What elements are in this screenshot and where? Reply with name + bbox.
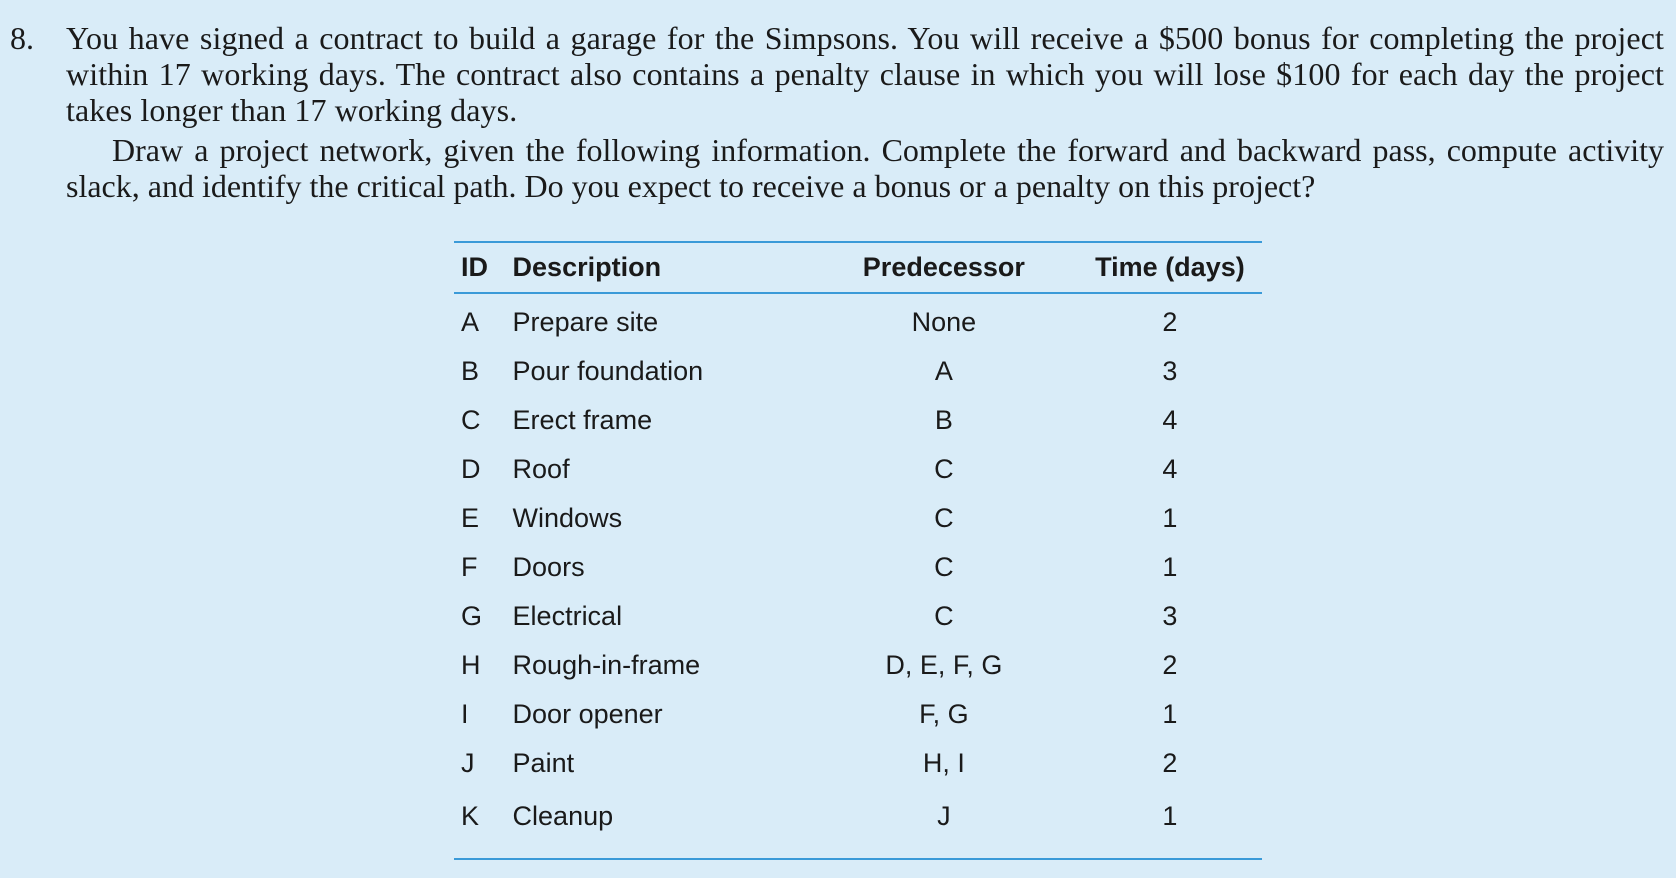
table-row (454, 739, 1262, 788)
table-row (454, 347, 1262, 396)
cell-description: Rough-in-frame (512, 650, 701, 680)
cell-id: K (461, 800, 480, 831)
cell-time: 1 (1162, 699, 1178, 729)
cell-description: Windows (512, 503, 623, 533)
cell-time: 4 (1162, 405, 1178, 435)
table-row (454, 293, 1262, 347)
problem-number: 8. (10, 20, 34, 56)
cell-predecessor: B (934, 405, 953, 435)
cell-predecessor: C (934, 503, 954, 533)
cell-time: 1 (1162, 552, 1178, 582)
cell-id: I (461, 699, 469, 729)
problem-paragraph-2: Draw a project network, given the following information. Complete the forward and backward pass, compute activity slack, and identify the critical path. Do you expect to receive a bonus or a penalty on this project? (66, 132, 1664, 204)
header-time: Time (days) (1078, 242, 1262, 293)
table-row (454, 445, 1262, 494)
cell-predecessor: F, G (919, 699, 969, 729)
cell-description: Pour foundation (512, 356, 704, 386)
cell-id: J (461, 748, 475, 778)
table-row (454, 641, 1262, 690)
cell-predecessor: C (934, 454, 954, 484)
table-row (454, 788, 1262, 859)
header-predecessor: Predecessor (810, 242, 1078, 293)
header-description: Description (513, 242, 810, 293)
table-row (454, 592, 1262, 641)
cell-id: D (461, 454, 481, 484)
cell-time: 2 (1162, 307, 1178, 337)
cell-id: B (461, 356, 480, 386)
cell-predecessor: None (911, 307, 977, 337)
cell-predecessor: A (934, 356, 953, 386)
cell-description: Door opener (512, 699, 663, 729)
cell-time: 1 (1162, 503, 1178, 533)
table-row (454, 690, 1262, 739)
cell-description: Roof (512, 454, 570, 484)
cell-id: H (461, 650, 481, 680)
cell-id: F (461, 552, 478, 582)
cell-description: Doors (512, 552, 585, 582)
cell-id: E (461, 503, 480, 533)
cell-description: Erect frame (512, 405, 653, 435)
activity-table (454, 241, 1262, 860)
cell-description: Electrical (512, 601, 623, 631)
problem-paragraph-1: You have signed a contract to build a garage for the Simpsons. You will receive a $500 bonus for completing the project within 17 working days. The contract also contains a penalty clause in which you will lose $100 for each day the project takes longer than 17 working days. (66, 20, 1664, 128)
cell-predecessor: H, I (922, 748, 965, 778)
table-row (454, 396, 1262, 445)
cell-id: G (461, 601, 483, 631)
cell-predecessor: C (934, 601, 954, 631)
table-header-row (454, 242, 1262, 293)
cell-time: 3 (1162, 356, 1178, 386)
cell-time: 3 (1162, 601, 1178, 631)
cell-time: 2 (1162, 650, 1178, 680)
table-row (454, 543, 1262, 592)
cell-predecessor: J (937, 800, 951, 831)
cell-time: 1 (1162, 800, 1178, 831)
cell-time: 4 (1162, 454, 1178, 484)
cell-predecessor: D, E, F, G (885, 650, 1003, 680)
cell-description: Paint (512, 748, 575, 778)
cell-predecessor: C (934, 552, 954, 582)
cell-id: A (461, 307, 480, 337)
problem-text (0, 20, 1676, 204)
cell-id: C (461, 405, 481, 435)
table-row (454, 494, 1262, 543)
cell-time: 2 (1162, 748, 1178, 778)
cell-description: Cleanup (512, 800, 614, 831)
cell-description: Prepare site (512, 307, 659, 337)
header-id: ID (454, 242, 513, 293)
